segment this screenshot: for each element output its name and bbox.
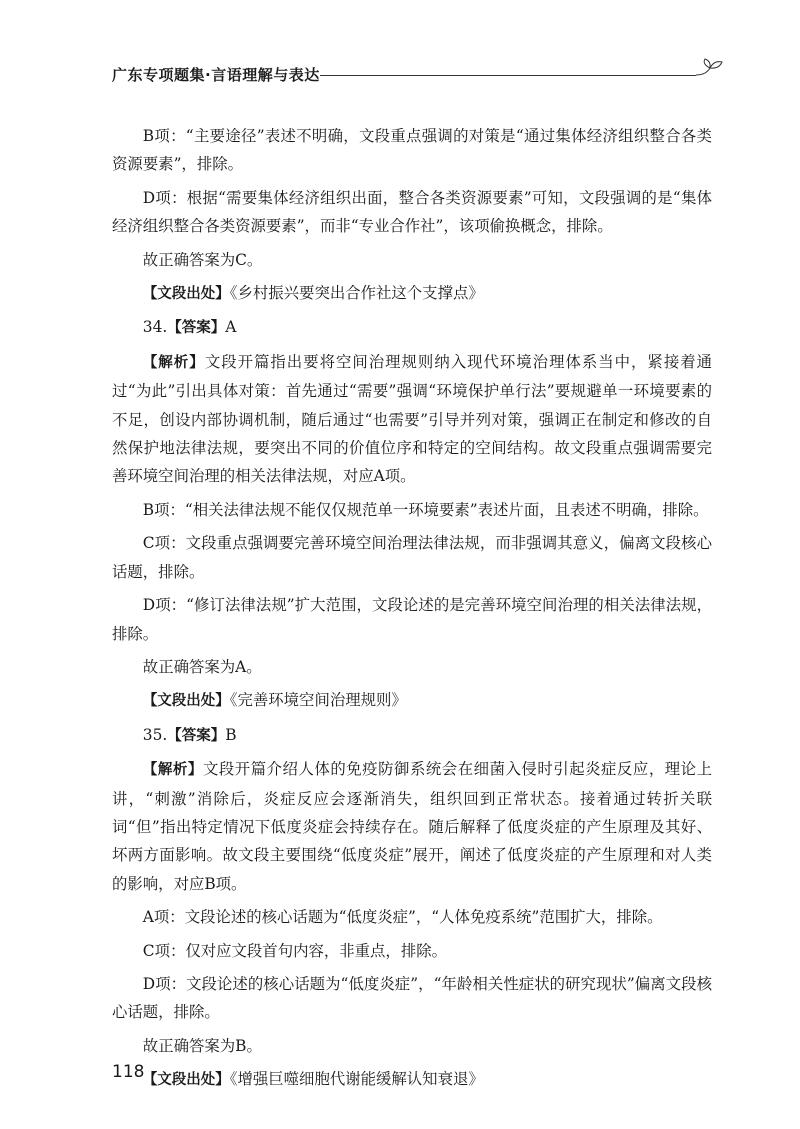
q34-analysis — [112, 348, 712, 491]
analysis-label: 【解析】 — [142, 762, 203, 779]
answer-value: B — [225, 725, 237, 744]
header-title: 广东专项题集·言语理解与表达 — [112, 66, 320, 84]
q34-option-c: C项：文段重点强调要完善环境空间治理法律法规，而非强调其意义，偏离文段核心话题，排除。 — [112, 534, 712, 581]
q33-source — [112, 279, 712, 308]
analysis-text: 文段开篇介绍人体的免疫防御系统会在细菌入侵时引起炎症反应，理论上讲，“刺激”消除后，炎症反应会逐渐消失，组织回到正常状态。接着通过转折关联词“但”指出特定情况下低度炎症会持续存在。随后解释了低度炎症的产生原理及其好、坏两方面影响。故文段主要围绕“低度炎症”展开，阐述了低度炎症的产生原理和对人类的影响，对应B项。 — [112, 760, 712, 893]
page-number: 118 — [112, 1062, 145, 1082]
source-label: 【文段出处】 — [142, 1072, 230, 1089]
q33-conclusion: 故正确答案为C。 — [142, 250, 263, 269]
q33-option-b: B项：“主要途径”表述不明确，文段重点强调的对策是“通过集体经济组织整合各类资源要素”，排除。 — [112, 127, 712, 174]
answer-value: A — [225, 318, 237, 337]
analysis-label: 【解析】 — [142, 354, 205, 371]
answer-label: 【答案】 — [167, 320, 226, 337]
question-number: 35. — [142, 725, 168, 744]
sprout-icon — [692, 58, 732, 80]
q35-source — [112, 1065, 712, 1094]
q35-option-a: A项：文段论述的核心话题为“低度炎症”，“人体免疫系统”范围扩大，排除。 — [142, 908, 663, 927]
q35-option-d: D项：文段论述的核心话题为“低度炎症”，“年龄相关性症状的研究现状”偏离文段核心话题，排除。 — [112, 974, 712, 1022]
q35-conclusion: 故正确答案为B。 — [142, 1036, 262, 1055]
source-title: 《增强巨噬细胞代谢能缓解认知衰退》 — [229, 1070, 484, 1089]
q34-option-d: D项：“修订法律法规”扩大范围，文段论述的是完善环境空间治理的相关法律法规，排除。 — [112, 596, 712, 643]
analysis-text: 文段开篇指出要将空间治理规则纳入现代环境治理体系当中，紧接着通过“为此”引出具体对策：首先通过“需要”强调“环境保护单行法”要规避单一环境要素的不足，创设内部协调机制，随后通过“也需要”引导并列对策，强调正在制定和修改的自然保护地法律法规，要突出不同的价值位序和特定的空间结构。故文段重点强调需要完善环境空间治理的相关法律法规，对应A项。 — [112, 352, 712, 486]
source-label: 【文段出处】 — [142, 286, 230, 303]
source-title: 《完善环境空间治理规则》 — [229, 691, 407, 710]
q34-option-b: B项：“相关法律法规不能仅仅规范单一环境要素”表述片面，且表述不明确，排除。 — [142, 500, 709, 519]
q35-answer — [112, 721, 712, 750]
source-title: 《乡村振兴要突出合作社这个支撑点》 — [229, 284, 484, 303]
q34-source — [112, 686, 712, 715]
q34-conclusion: 故正确答案为A。 — [142, 657, 262, 676]
running-header — [112, 58, 722, 88]
answer-explanations — [112, 122, 712, 1100]
source-label: 【文段出处】 — [142, 693, 230, 710]
q33-option-d: D项：根据“需要集体经济组织出面，整合各类资源要素”可知，文段强调的是“集体经济组织整合各类资源要素”，而非“专业合作社”，该项偷换概念，排除。 — [112, 188, 712, 236]
answer-label: 【答案】 — [167, 727, 226, 744]
q35-analysis — [112, 755, 712, 898]
header-rule — [320, 75, 696, 76]
question-number: 34. — [142, 318, 168, 337]
q35-option-c: C项：仅对应文段首句内容，非重点，排除。 — [142, 941, 447, 960]
q34-answer — [112, 313, 712, 342]
